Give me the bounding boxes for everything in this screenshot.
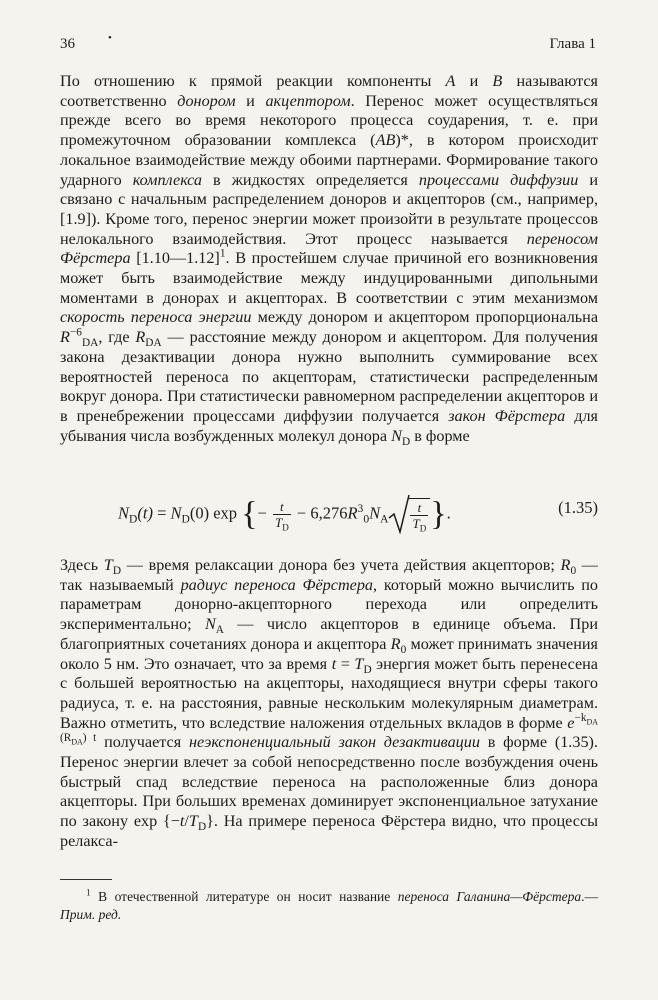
footnote-ref: 1 xyxy=(219,247,226,260)
term-transfer-rate: скорость переноса энергии xyxy=(60,308,252,327)
footnote: $^1$ В отечественной литературе он носит название переноса Галанина—Фёрстера.— Прим. ред. xyxy=(60,888,598,922)
equation-1-35 xyxy=(118,485,598,535)
print-mark: • xyxy=(108,32,112,44)
equation-number: (1.35) xyxy=(558,498,598,517)
paragraph-2: Здесь $T_D$ — время релаксации донора без учета действия акцепторов; $R_0$ — так называемый радиус переноса Фёрстера, который можно вычислить по параметрам донорно-акцепторного перехода или определить экспериментально; $N_A$ — число акцепторов в единице объема. При благоприятных сочетаниях донора и акцептора $R_0$ может принимать значения около 5 нм. Это означает, что за время $t = T_D$ энергия может быть перенесена с большей вероятностью на акцепторы, находящиеся внутри сферы такого радиуса, т. е. на расстояния, равные нескольким молекулярным диаметрам. Важно отметить, что вследствие наложения отдельных вкладов в форме $e^{-k_{DA} (R_{DA}) t}$ получается неэкспоненциальный закон дезактивации в форме (1.35). Перенос энергии влечет за собой непосредственно после возбуждения очень быстрый спад вследствие переноса на расположенные близ донора акцепторы. При больших временах доминирует экспоненциальное затухание по закону $\exp \{-t/T_D\}$. На примере переноса Фёрстера видно, что процессы релакса- xyxy=(60,556,599,850)
page-number: 36 xyxy=(60,36,75,52)
square-root: $\frac{t}{T_D}$ xyxy=(388,498,430,531)
term-nonexponential-law: неэкспоненциальный закон дезактивации xyxy=(188,733,480,752)
page-header xyxy=(60,32,596,56)
term-diffusion: процессами диффузии xyxy=(418,170,579,189)
term-complex: комплекса xyxy=(132,170,203,189)
footnote-divider xyxy=(60,879,112,880)
term-acceptor: акцептором xyxy=(265,91,351,110)
formula-body: $N_D(t) = N_D(0)$ exp {− $\frac{t}{T_D}$ − $6,276R^3_0N_A$ $\frac{t}{T_D}$ }. xyxy=(118,495,451,534)
chapter-title: Глава 1 xyxy=(549,36,596,52)
term-forster-law: закон Фёрстера xyxy=(448,406,566,425)
paragraph-1: По отношению к прямой реакции компоненты A и B называются соответственно донором и акцептором. Перенос может осуществляться прежде всего во время некоторого процесса соударения, т. е. при промежуточном образовании комплекса (AB)*, в котором происходит локальное взаимодействие между обоими партнерами. Формирование такого ударного комплекса в жидкостях определяется процессами диффузии и связано с начальным распределением доноров и акцепторов (см., например, [1.9]). Кроме того, перенос энергии может произойти в результате процессов нелокального взаимодействия. Этот процесс называется переносом Фёрстера [1.10—1.12]$^1$. В простейшем случае причиной его возникновения может быть взаимодействие между индуцированными дипольными моментами в донорах и акцепторах. В соответствии с этим механизмом скорость переноса энергии между донором и акцептором пропорциональна $R^{-6}_{DA}$, где $R_{DA}$ — расстояние между донором и акцептором. Для получения закона дезактивации донора нужно выполнить суммирование всех вероятностей переноса по акцепторам, статистически распределенным вокруг донора. При статистически равномерном распределении акцепторов и в пренебрежении процессами диффузии получается закон Фёрстера для убывания числа возбужденных молекул донора $N_D$ в форме xyxy=(60,72,599,448)
term-forster-transfer: переносом Фёрстера xyxy=(60,229,598,268)
term-forster-radius: радиус переноса Фёрстера xyxy=(180,575,374,594)
term-donor: донором xyxy=(177,91,236,110)
